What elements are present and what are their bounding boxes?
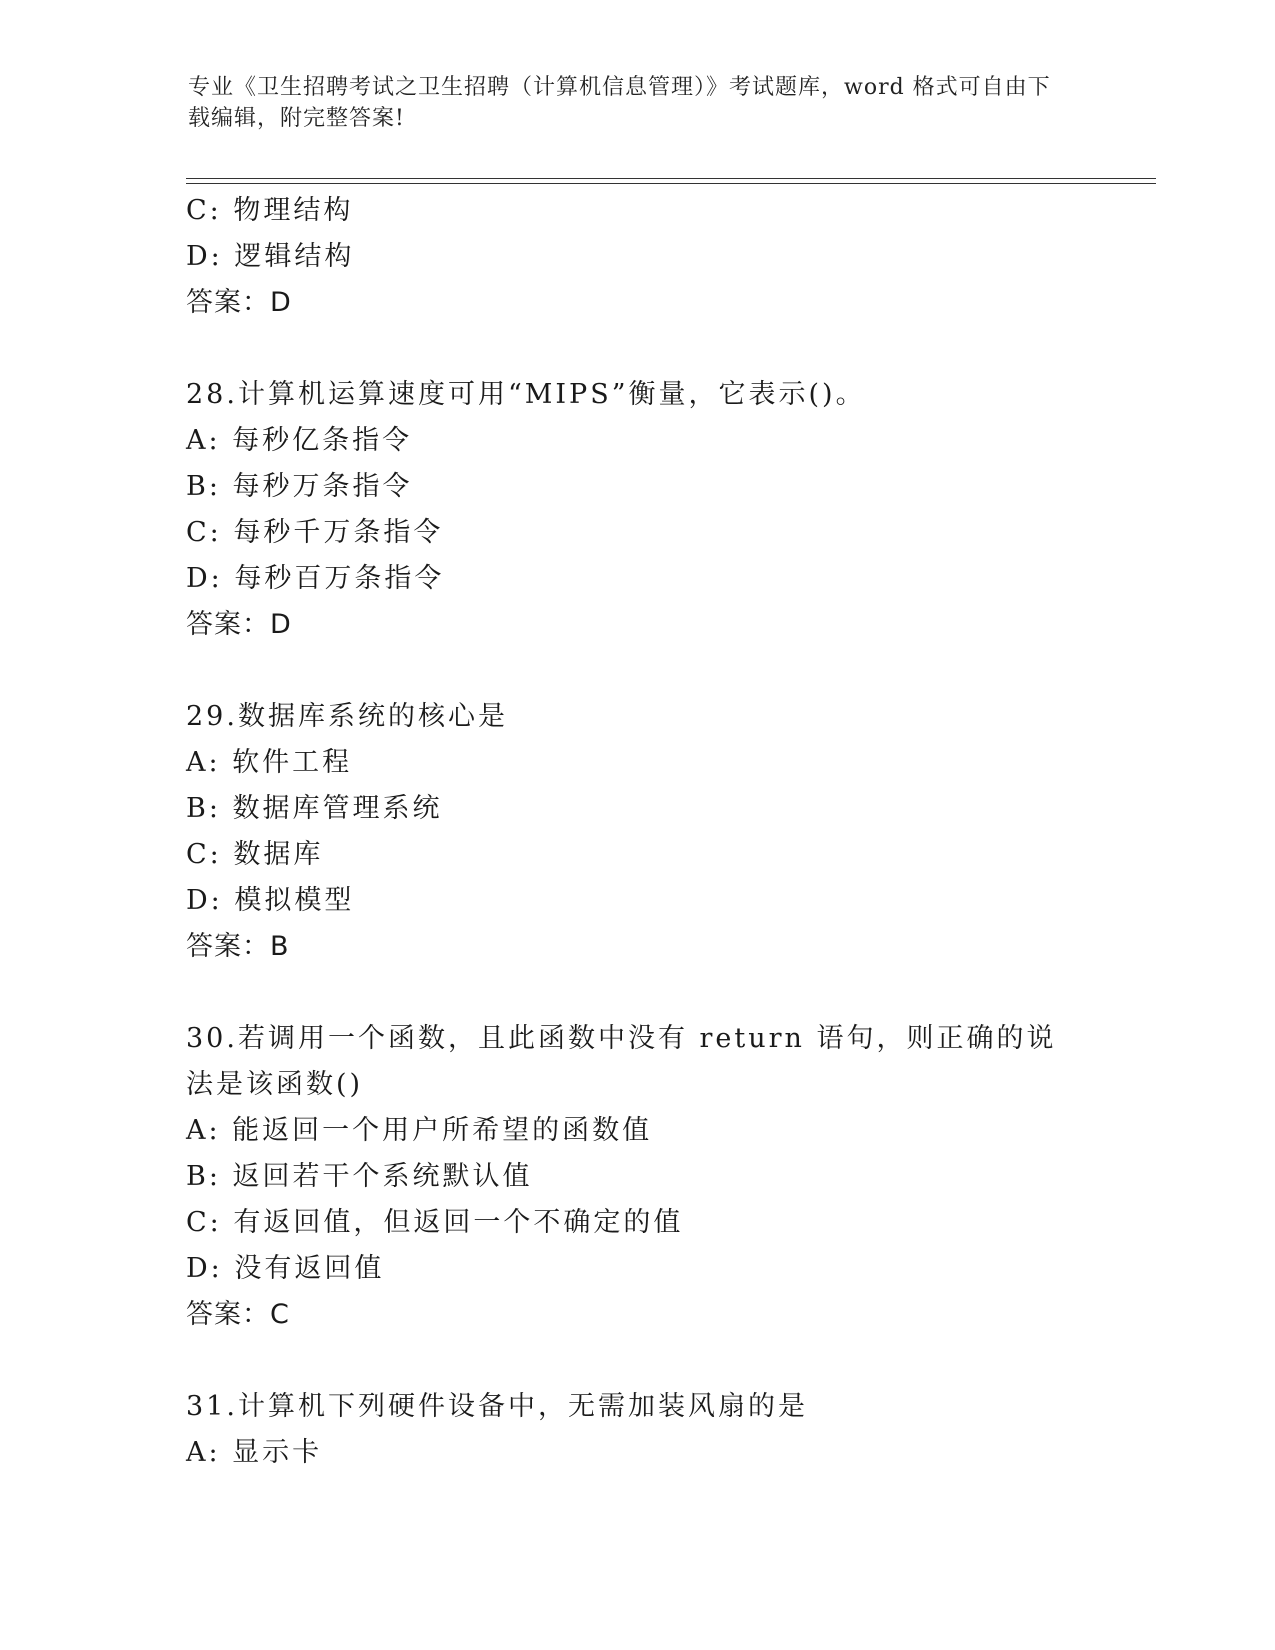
option-a: A: 每秒亿条指令 <box>186 425 413 456</box>
spacer <box>186 326 1086 372</box>
option-d: D: 每秒百万条指令 <box>186 563 445 594</box>
option-b: B: 返回若干个系统默认值 <box>186 1161 533 1192</box>
option-d: D: 逻辑结构 <box>186 241 355 272</box>
header-divider-bottom <box>186 183 1156 184</box>
question-31 <box>186 1384 1086 1476</box>
spacer <box>186 648 1086 694</box>
spacer <box>186 1338 1086 1384</box>
option-d: D: 模拟模型 <box>186 885 355 916</box>
answer-line: 答案：D <box>186 287 292 318</box>
option-d: D: 没有返回值 <box>186 1253 385 1284</box>
option-c: C: 数据库 <box>186 839 324 870</box>
option-a: A: 显示卡 <box>186 1437 323 1468</box>
option-c: C: 物理结构 <box>186 195 354 226</box>
question-stem: 30.若调用一个函数，且此函数中没有 return 语句，则正确的说法是该函数() <box>186 1023 1057 1100</box>
spacer <box>186 970 1086 1016</box>
answer-line: 答案：D <box>186 609 292 640</box>
option-b: B: 每秒万条指令 <box>186 471 413 502</box>
question-list <box>186 188 1086 1476</box>
option-a: A: 能返回一个用户所希望的函数值 <box>186 1115 653 1146</box>
question-29 <box>186 694 1086 970</box>
option-c: C: 每秒千万条指令 <box>186 517 444 548</box>
option-c: C: 有返回值，但返回一个不确定的值 <box>186 1207 684 1238</box>
question-stem: 31.计算机下列硬件设备中，无需加装风扇的是 <box>186 1391 808 1422</box>
answer-line: 答案：B <box>186 931 290 962</box>
question-stem: 29.数据库系统的核心是 <box>186 701 508 732</box>
document-header: 专业《卫生招聘考试之卫生招聘（计算机信息管理）》考试题库，word 格式可自由下载编辑，附完整答案! <box>188 75 1051 131</box>
header-divider-top <box>186 178 1156 179</box>
question-28 <box>186 372 1086 648</box>
option-a: A: 软件工程 <box>186 747 353 778</box>
question-30 <box>186 1016 1086 1338</box>
answer-line: 答案：C <box>186 1299 290 1330</box>
question-stem: 28.计算机运算速度可用“MIPS”衡量，它表示()。 <box>186 379 866 410</box>
option-b: B: 数据库管理系统 <box>186 793 443 824</box>
